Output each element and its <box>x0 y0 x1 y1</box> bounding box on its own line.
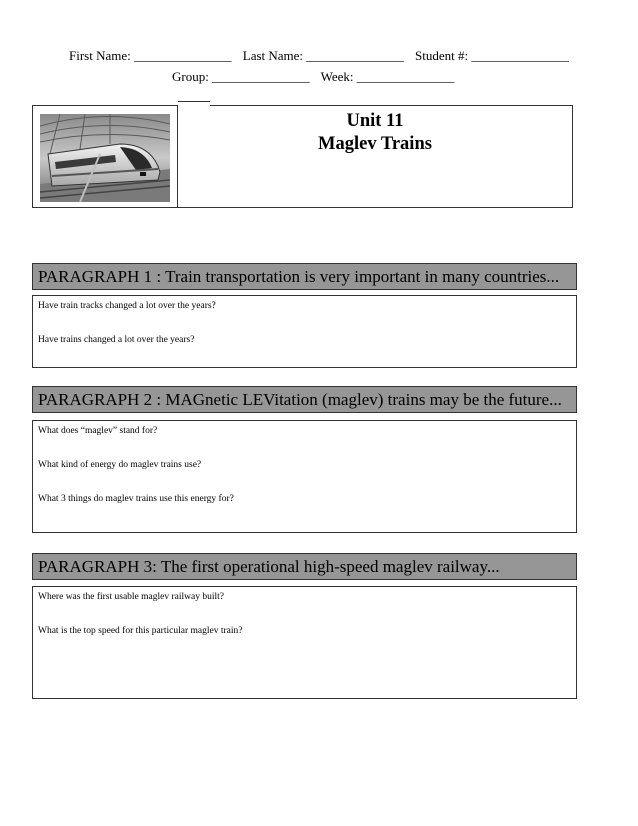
section-heading-1: PARAGRAPH 1 : Train transportation is very important in many countries... <box>32 263 577 290</box>
group-field[interactable]: Group: _______________ <box>172 69 310 84</box>
section-heading-3: PARAGRAPH 3: The first operational high-speed maglev railway... <box>32 553 577 580</box>
question-2-2: What kind of energy do maglev trains use? <box>38 460 202 470</box>
unit-title: Maglev Trains <box>318 134 432 154</box>
photo-cell <box>33 106 178 207</box>
last-name-field[interactable]: Last Name: _______________ <box>242 48 404 63</box>
first-name-field[interactable]: First Name: _______________ <box>69 48 232 63</box>
unit-header-box <box>32 105 573 208</box>
question-2-3: What 3 things do maglev trains use this energy for? <box>38 494 234 504</box>
question-box-3[interactable] <box>32 586 577 699</box>
question-2-1: What does “maglev” stand for? <box>38 426 158 436</box>
week-field[interactable]: Week: _______________ <box>320 69 455 84</box>
question-box-2[interactable] <box>32 420 577 533</box>
group-week-row <box>172 69 454 85</box>
question-box-1[interactable] <box>32 295 577 368</box>
question-1-1: Have train tracks changed a lot over the years? <box>38 301 216 311</box>
question-3-1: Where was the first usable maglev railway built? <box>38 592 224 602</box>
photo-tab-divider <box>178 101 210 107</box>
unit-title-block <box>178 110 572 156</box>
student-info-row <box>69 48 569 64</box>
section-heading-2: PARAGRAPH 2 : MAGnetic LEVitation (maglev) trains may be the future... <box>32 386 577 413</box>
question-3-2: What is the top speed for this particular maglev train? <box>38 626 243 636</box>
maglev-train-photo <box>40 114 170 202</box>
unit-number: Unit 11 <box>346 111 404 131</box>
student-number-field[interactable]: Student #: _______________ <box>415 48 569 63</box>
question-1-2: Have trains changed a lot over the years? <box>38 335 195 345</box>
